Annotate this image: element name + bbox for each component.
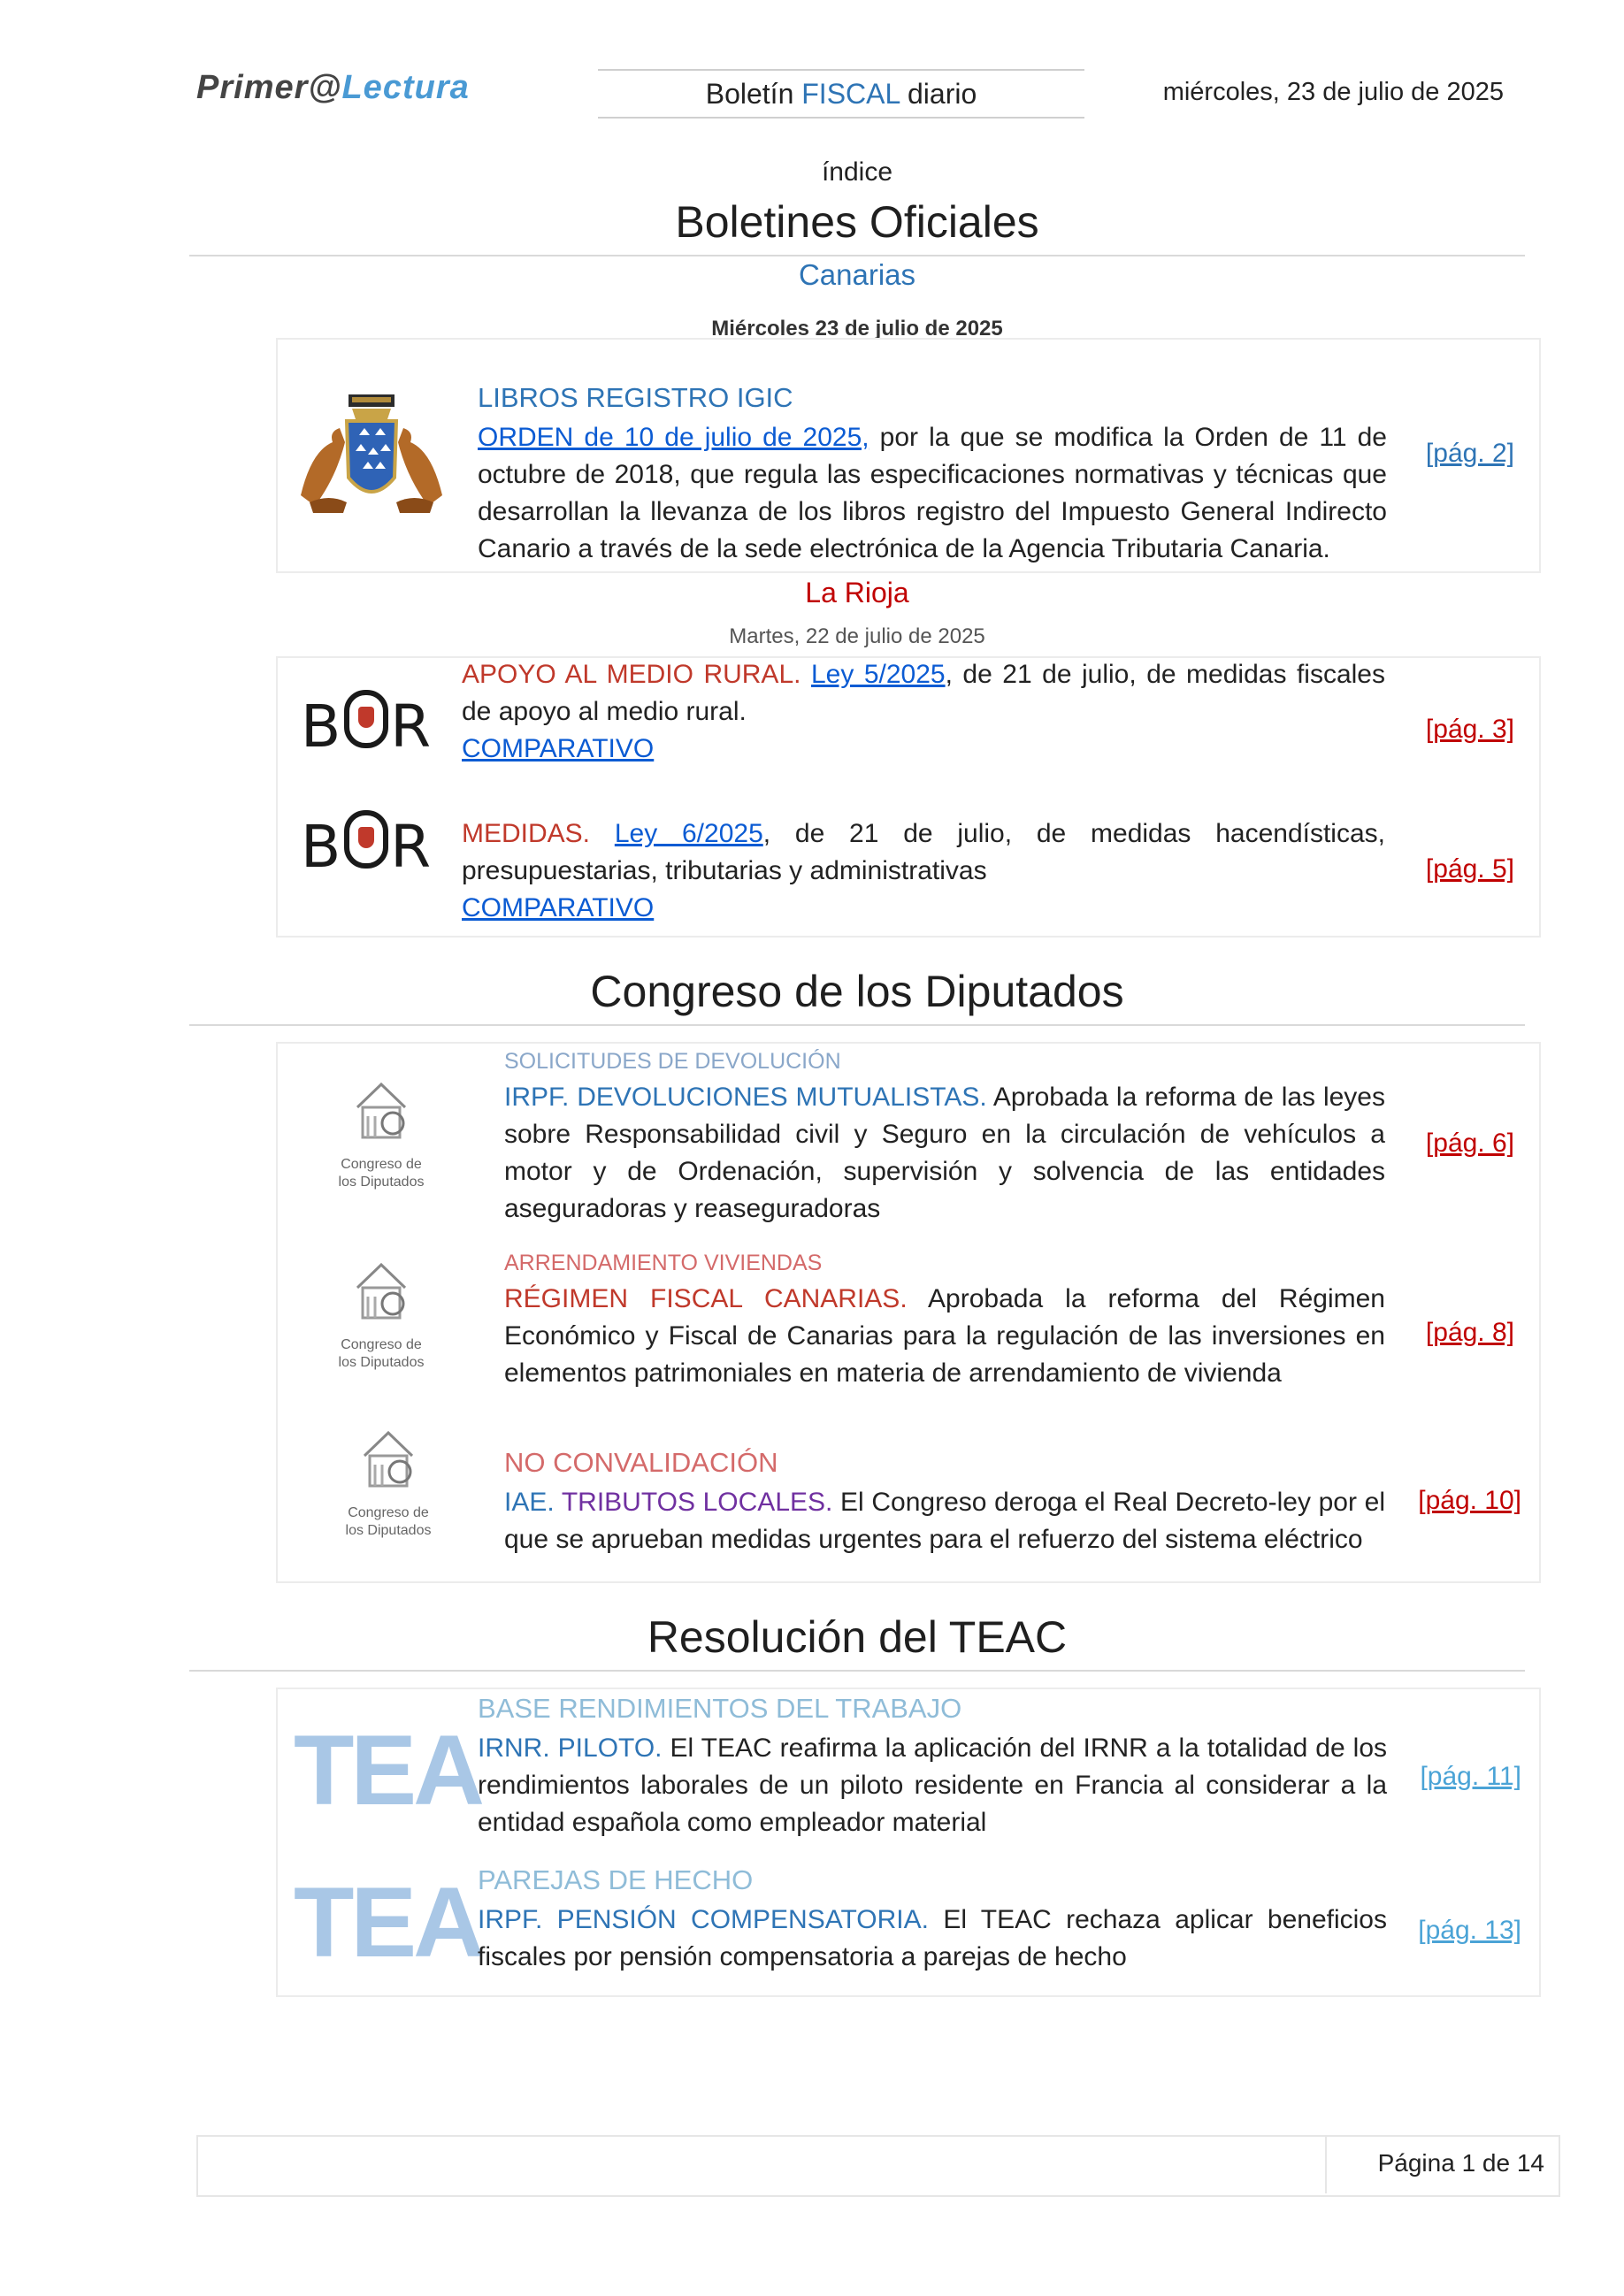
congreso-entry-3-label-b: TRIBUTOS LOCALES. bbox=[561, 1488, 833, 1517]
rioja-entry-2-label: MEDIDAS. bbox=[462, 819, 591, 848]
bor-logo-icon bbox=[301, 688, 433, 761]
congreso-building-icon bbox=[341, 1072, 421, 1152]
publisher-logo bbox=[196, 69, 470, 107]
page-ref-teac-2[interactable]: [pág. 13] bbox=[1418, 1916, 1521, 1945]
bulletin-title bbox=[598, 69, 1084, 119]
teac-entry-1 bbox=[478, 1730, 1387, 1841]
title-post: diario bbox=[900, 78, 977, 110]
congreso-entry-2 bbox=[504, 1281, 1385, 1392]
congreso-building-icon bbox=[341, 1252, 421, 1332]
canarias-entry-description: por la que se modifica la Orden de 11 de octubre de 2018, que regula las especificaciones normativas y técnicas que desarrollan la llevanza de los libros registro del Impuesto General Indirecto Canario a través de la sede electrónica de la Agencia Tributaria Canaria. bbox=[478, 423, 1387, 563]
congreso-entry-1-label: IRPF. DEVOLUCIONES MUTUALISTAS. bbox=[504, 1083, 987, 1112]
bor-seal-icon bbox=[344, 690, 388, 748]
teac-entry-2 bbox=[478, 1902, 1387, 1976]
page-ref-rioja-1[interactable]: [pág. 3] bbox=[1425, 715, 1514, 744]
canarias-entry-text bbox=[478, 419, 1387, 568]
congreso-entry-2-label: RÉGIMEN FISCAL CANARIAS. bbox=[504, 1284, 908, 1313]
rioja-entry-1 bbox=[462, 656, 1385, 768]
teac-entry-2-label: IRPF. PENSIÓN COMPENSATORIA. bbox=[478, 1905, 929, 1934]
title-accent: FISCAL bbox=[801, 78, 900, 110]
congreso-logo bbox=[324, 1072, 439, 1191]
comparativo-link-1[interactable]: COMPARATIVO bbox=[462, 734, 655, 763]
canarias-entry-label: LIBROS REGISTRO IGIC bbox=[478, 382, 793, 413]
congreso-logo-caption-2: los Diputados bbox=[345, 1523, 432, 1538]
bor-seal-icon bbox=[344, 810, 388, 869]
congreso-logo-caption-2: los Diputados bbox=[338, 1175, 425, 1190]
teac-entry-2-description: El TEAC rechaza aplicar beneficios fiscales por pensión compensatoria a parejas de hecho bbox=[478, 1905, 1387, 1971]
rioja-entry-1-label: APOYO AL MEDIO RURAL. bbox=[462, 660, 801, 689]
page-ref-teac-1[interactable]: [pág. 11] bbox=[1420, 1762, 1521, 1791]
congreso-logo bbox=[331, 1420, 446, 1540]
page-ref-congreso-1[interactable]: [pág. 6] bbox=[1425, 1129, 1514, 1158]
section-divider bbox=[189, 255, 1525, 256]
congreso-logo bbox=[324, 1252, 439, 1372]
ley-6-2025-link[interactable]: Ley 6/2025 bbox=[614, 819, 763, 848]
teac-entry-1-description: El TEAC reafirma la aplicación del IRNR a la totalidad de los rendimientos laborales de un piloto residente en Francia al considerar a la entidad española como empleador material bbox=[478, 1733, 1387, 1837]
region-rioja: La Rioja bbox=[805, 577, 909, 608]
congreso-entry-3-category: NO CONVALIDACIÓN bbox=[504, 1447, 778, 1478]
comparativo-link-2[interactable]: COMPARATIVO bbox=[462, 893, 655, 922]
section-title-teac: Resolución del TEAC bbox=[647, 1612, 1068, 1662]
page-ref-rioja-2[interactable]: [pág. 5] bbox=[1425, 854, 1514, 884]
index-label: índice bbox=[821, 157, 893, 187]
logo-part-primer: Primer@ bbox=[196, 69, 342, 106]
bor-logo-icon bbox=[301, 808, 433, 881]
congreso-building-icon bbox=[349, 1420, 428, 1500]
teac-entry-2-category: PAREJAS DE HECHO bbox=[478, 1864, 754, 1895]
congreso-entry-1-description: Aprobada la reforma de las leyes sobre Responsabilidad civil y Seguro en la circulación de vehículos a motor y de Ordenación, supervisión y solvencia de las entidades aseguradoras y reaseguradoras bbox=[504, 1083, 1385, 1223]
teac-logo-icon: TEA bbox=[294, 1867, 481, 1978]
date-rioja: Martes, 22 de julio de 2025 bbox=[729, 624, 985, 648]
congreso-logo-caption-1: Congreso de bbox=[341, 1157, 422, 1172]
title-pre: Boletín bbox=[705, 78, 802, 110]
congreso-entry-2-category: ARRENDAMIENTO VIVIENDAS bbox=[504, 1251, 823, 1275]
section-divider bbox=[189, 1024, 1525, 1026]
bor-letter-r: R bbox=[390, 813, 433, 881]
bor-letter-b: B bbox=[301, 693, 343, 761]
bor-letter-b: B bbox=[301, 813, 343, 881]
rioja-entry-1-description: , de 21 de julio, de medidas fiscales de apoyo al medio rural. bbox=[462, 660, 1385, 726]
canarias-coat-of-arms-icon bbox=[294, 389, 449, 522]
orden-link[interactable]: ORDEN de 10 de julio de 2025, bbox=[478, 423, 869, 452]
congreso-logo-caption-1: Congreso de bbox=[348, 1505, 429, 1520]
congreso-entry-2-description: Aprobada la reforma del Régimen Económico y Fiscal de Canarias para la regulación de las inversiones en elementos patrimoniales en materia de arrendamiento de vivienda bbox=[504, 1284, 1385, 1388]
teac-logo-icon: TEA bbox=[294, 1715, 481, 1825]
bor-letter-r: R bbox=[390, 693, 433, 761]
logo-part-lectura: Lectura bbox=[341, 69, 470, 106]
page-number: Página 1 de 14 bbox=[1377, 2149, 1544, 2177]
page-ref-congreso-3[interactable]: [pág. 10] bbox=[1418, 1486, 1521, 1515]
section-divider bbox=[189, 1670, 1525, 1672]
congreso-logo-caption-2: los Diputados bbox=[338, 1355, 425, 1370]
congreso-entry-3-label-a: IAE. bbox=[504, 1488, 555, 1517]
teac-entry-1-label: IRNR. PILOTO. bbox=[478, 1733, 663, 1763]
header-date: miércoles, 23 de julio de 2025 bbox=[1162, 78, 1504, 106]
region-canarias: Canarias bbox=[798, 258, 916, 291]
congreso-entry-3-description: El Congreso deroga el Real Decreto-ley por el que se aprueban medidas urgentes para el refuerzo del sistema eléctrico bbox=[504, 1488, 1385, 1554]
ley-5-2025-link[interactable]: Ley 5/2025 bbox=[810, 660, 946, 689]
rioja-entry-2-description: , de 21 de julio, de medidas hacendísticas, presupuestarias, tributarias y administrativas bbox=[462, 819, 1385, 885]
rioja-entry-2 bbox=[462, 815, 1385, 927]
section-title-congreso: Congreso de los Diputados bbox=[590, 967, 1124, 1016]
congreso-entry-1-category: SOLICITUDES DE DEVOLUCIÓN bbox=[504, 1049, 841, 1074]
congreso-entry-3 bbox=[504, 1484, 1385, 1558]
date-canarias: Miércoles 23 de julio de 2025 bbox=[711, 317, 1003, 341]
congreso-logo-caption-1: Congreso de bbox=[341, 1337, 422, 1352]
congreso-entry-1 bbox=[504, 1079, 1385, 1228]
page-ref-canarias[interactable]: [pág. 2] bbox=[1425, 439, 1514, 468]
page-ref-congreso-2[interactable]: [pág. 8] bbox=[1425, 1318, 1514, 1347]
teac-entry-1-category: BASE RENDIMIENTOS DEL TRABAJO bbox=[478, 1693, 962, 1724]
section-title-boletines: Boletines Oficiales bbox=[675, 197, 1039, 247]
